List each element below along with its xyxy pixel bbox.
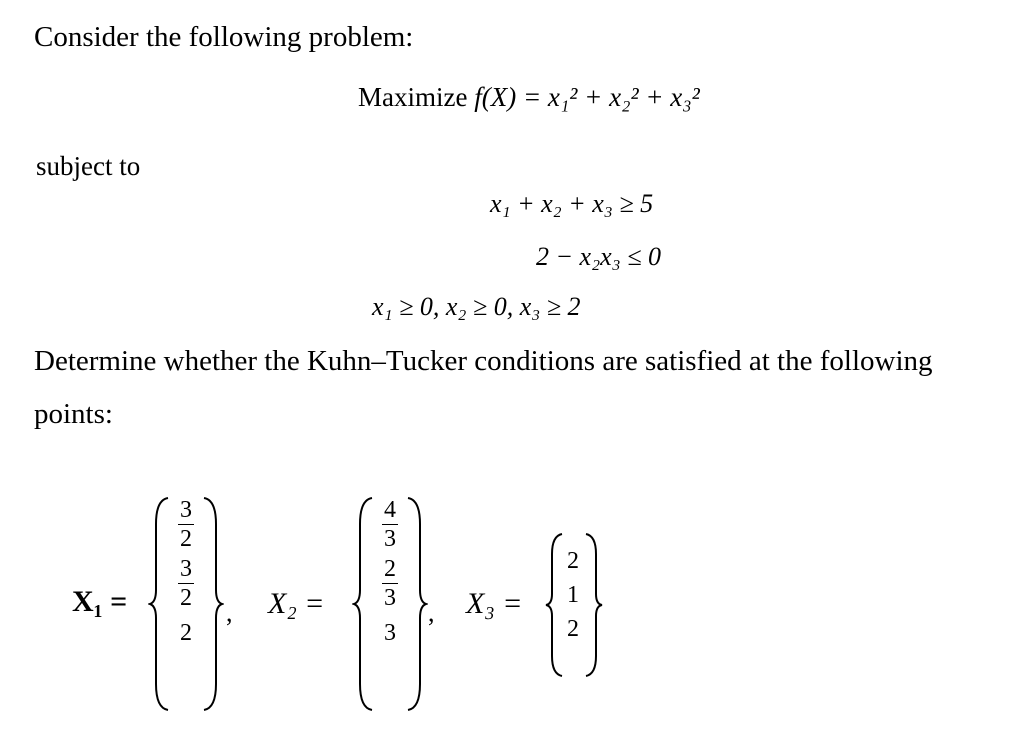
point-x2-entry-1: $\frac{4}{3}$ bbox=[384, 497, 396, 552]
point-x3-right-brace bbox=[582, 530, 604, 680]
point-x1-entry-3: 2 bbox=[180, 620, 192, 646]
constraint-1: x₁ + x₂ + x₃ ≥ 5 bbox=[490, 189, 654, 218]
point-x2-entry-3: 3 bbox=[384, 620, 396, 646]
point-x2-vector bbox=[376, 498, 404, 646]
point-x2-label: X₂ = bbox=[268, 587, 325, 620]
point-x3-entry-3: 2 bbox=[567, 616, 579, 642]
point-x3-entry-1: 2 bbox=[567, 548, 579, 574]
point-x2-left-brace bbox=[352, 494, 376, 714]
point-x1-separator: , bbox=[226, 598, 233, 627]
intro-text: Consider the following problem: bbox=[34, 21, 414, 53]
task-text-line-2: points: bbox=[34, 398, 113, 430]
constraint-bounds: x₁ ≥ 0, x₂ ≥ 0, x₃ ≥ 2 bbox=[372, 292, 581, 321]
subject-to-label: subject to bbox=[36, 151, 141, 181]
maximize-label: Maximize bbox=[358, 82, 468, 112]
point-x3-entry-2: 1 bbox=[567, 582, 579, 608]
objective-function bbox=[358, 82, 700, 113]
point-x3-vector bbox=[562, 548, 584, 642]
point-x1-left-brace bbox=[148, 494, 172, 714]
point-x1-entry-1: $\frac{3}{2}$ bbox=[180, 497, 192, 552]
point-x2-entry-2: $\frac{2}{3}$ bbox=[384, 556, 396, 611]
point-x1-vector bbox=[172, 498, 200, 646]
point-x2-right-brace bbox=[404, 494, 428, 714]
task-text-line-1: Determine whether the Kuhn–Tucker conditions are satisfied at the following bbox=[34, 345, 933, 377]
constraint-2: 2 − x₂x₃ ≤ 0 bbox=[536, 242, 661, 271]
point-x1-label: X₁ = bbox=[72, 585, 128, 618]
point-x2-separator: , bbox=[428, 598, 435, 627]
point-x1-entry-2: $\frac{3}{2}$ bbox=[180, 556, 192, 611]
objective-rhs: x₁² + x₂² + x₃² bbox=[547, 82, 700, 112]
point-x3-label: X₃ = bbox=[466, 587, 523, 620]
objective-lhs: f(X) = bbox=[474, 82, 542, 112]
point-x1-right-brace bbox=[200, 494, 224, 714]
